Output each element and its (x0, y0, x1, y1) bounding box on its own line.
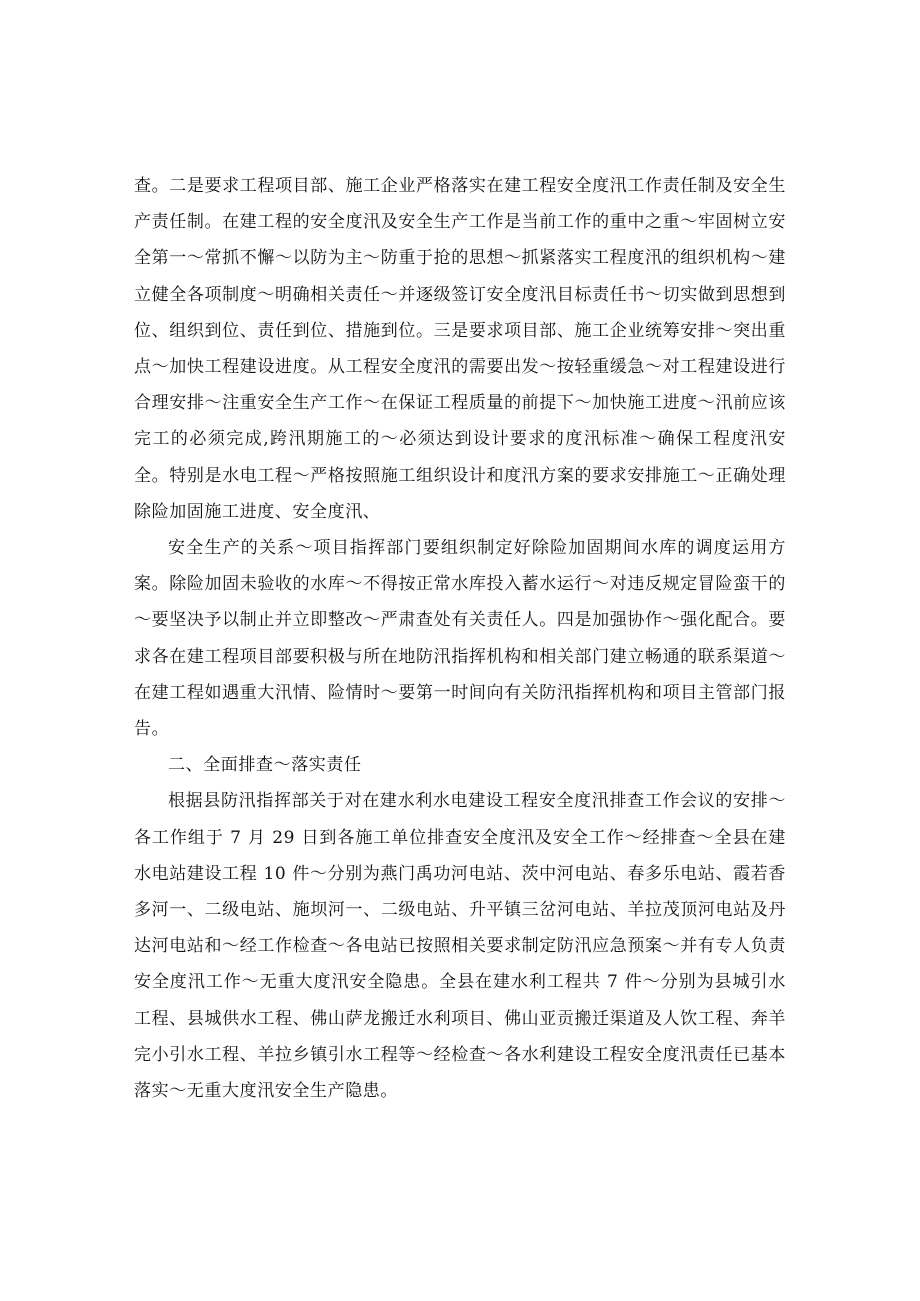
paragraph-continuation: 查。二是要求工程项目部、施工企业严格落实在建工程安全度汛工作责任制及安全生产责任制。在建工程的安全度汛及安全生产工作是当前工作的重中之重～牢固树立安全第一～常抓不懈～以防为主～防重于抢的思想～抓紧落实工程度汛的组织机构～建立健全各项制度～明确相关责任～并逐级签订安全度汛目标责任书～切实做到思想到位、组织到位、责任到位、措施到位。三是要求项目部、施工企业统筹安排～突出重点～加快工程建设进度。从工程安全度汛的需要出发～按轻重缓急～对工程建设进行合理安排～注重安全生产工作～在保证工程质量的前提下～加快施工进度～汛前应该完工的必须完成,跨汛期施工的～必须达到设计要求的度汛标准～确保工程度汛安全。特别是水电工程～严格按照施工组织设计和度汛方案的要求安排施工～正确处理除险加固施工进度、安全度汛、 (134, 176, 786, 522)
paragraph-inspection-results: 根据县防汛指挥部关于对在建水利水电建设工程安全度汛排查工作会议的安排～各工作组于 7 月 29 日到各施工单位排查安全度汛及安全工作～经排查～全县在建水电站建设工程 10 件～分别为燕门禹功河电站、茨中河电站、春多乐电站、霞若香多河一、二级电站、施坝河一、二级电站、升平镇三岔河电站、羊拉茂顶河电站及丹达河电站和～经工作检查～各电站已按照相关要求制定防汛应急预案～并有专人负责安全度汛工作～无重大度汛安全隐患。全县在建水利工程共 7 件～分别为县城引水工程、县城供水工程、佛山萨龙搬迁水利项目、佛山亚贡搬迁渠道及人饮工程、奔羊完小引水工程、羊拉乡镇引水工程等～经检查～各水利建设工程安全度汛责任已基本落实～无重大度汛安全生产隐患。 (134, 791, 786, 1102)
document-body (134, 168, 786, 1109)
paragraph-safety-production: 安全生产的关系～项目指挥部门要组织制定好除险加固期间水库的调度运用方案。除险加固未验收的水库～不得按正常水库投入蓄水运行～对违反规定冒险蛮干的～要坚决予以制止并立即整改～严肃查处有关责任人。四是加强协作～强化配合。要求各在建工程项目部要积极与所在地防汛指挥机构和相关部门建立畅通的联系渠道～在建工程如遇重大汛情、险情时～要第一时间向有关防汛指挥机构和项目主管部门报告。 (134, 538, 786, 740)
section-heading: 二、全面排查～落实责任 (168, 755, 362, 776)
